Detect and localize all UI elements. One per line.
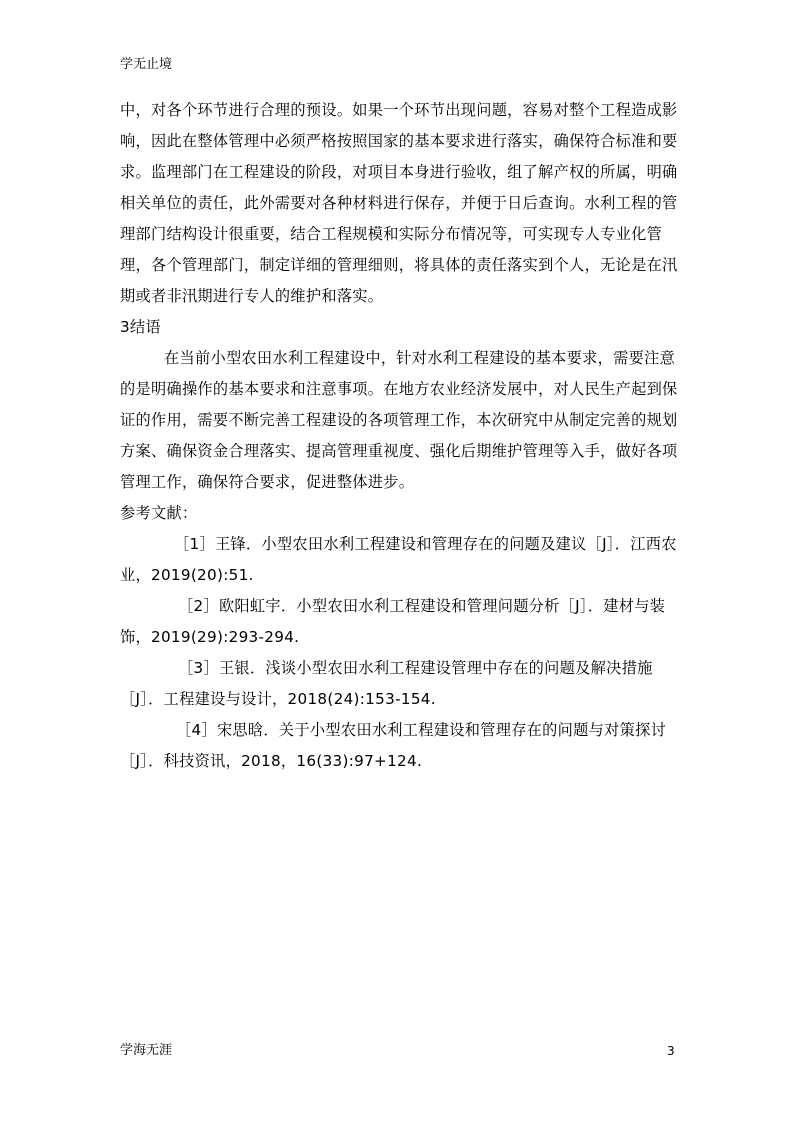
page-number: 3: [667, 1044, 675, 1058]
page-footer: 学海无涯: [120, 1043, 173, 1058]
reference-item: ［4］宋思晗．关于小型农田水利工程建设和管理存在的问题与对策探讨［J］．科技资讯，2018，16(33):97+124.: [120, 721, 667, 770]
page-header: 学无止境: [120, 57, 173, 72]
body-paragraph: 中，对各个环节进行合理的预设。如果一个环节出现问题，容易对整个工程造成影响，因此在整体管理中必须严格按照国家的基本要求进行落实，确保符合标准和要求。监理部门在工程建设的阶段，对项目本身进行验收，组了解产权的所属，明确相关单位的责任，此外需要对各种材料进行保存，并便于日后查询。水利工程的管理部门结构设计很重要，结合工程规模和实际分布情况等，可实现专人专业化管理，各个管理部门，制定详细的管理细则，将具体的责任落实到个人，无论是在汛期或者非汛期进行专人的维护和落实。: [120, 101, 678, 305]
reference-item: ［1］王锋．小型农田水利工程建设和管理存在的问题及建议［J］．江西农业，2019(20):51.: [120, 535, 677, 584]
reference-item: ［3］王银．浅谈小型农田水利工程建设管理中存在的问题及解决措施［J］．工程建设与设计，2018(24):153-154.: [120, 659, 653, 708]
section-heading: 3结语: [120, 318, 161, 336]
reference-item: ［2］欧阳虹宇．小型农田水利工程建设和管理问题分析［J］．建材与装饰，2019(29):293-294.: [120, 597, 666, 646]
references-heading: 参考文献：: [120, 504, 198, 522]
body-paragraph: 在当前小型农田水利工程建设中，针对水利工程建设的基本要求，需要注意的是明确操作的基本要求和注意事项。在地方农业经济发展中，对人民生产起到保证的作用，需要不断完善工程建设的各项管理工作，本次研究中从制定完善的规划方案、确保资金合理落实、提高管理重视度、强化后期维护管理等入手，做好各项管理工作，确保符合要求，促进整体进步。: [120, 349, 678, 491]
document-body: [120, 95, 680, 777]
